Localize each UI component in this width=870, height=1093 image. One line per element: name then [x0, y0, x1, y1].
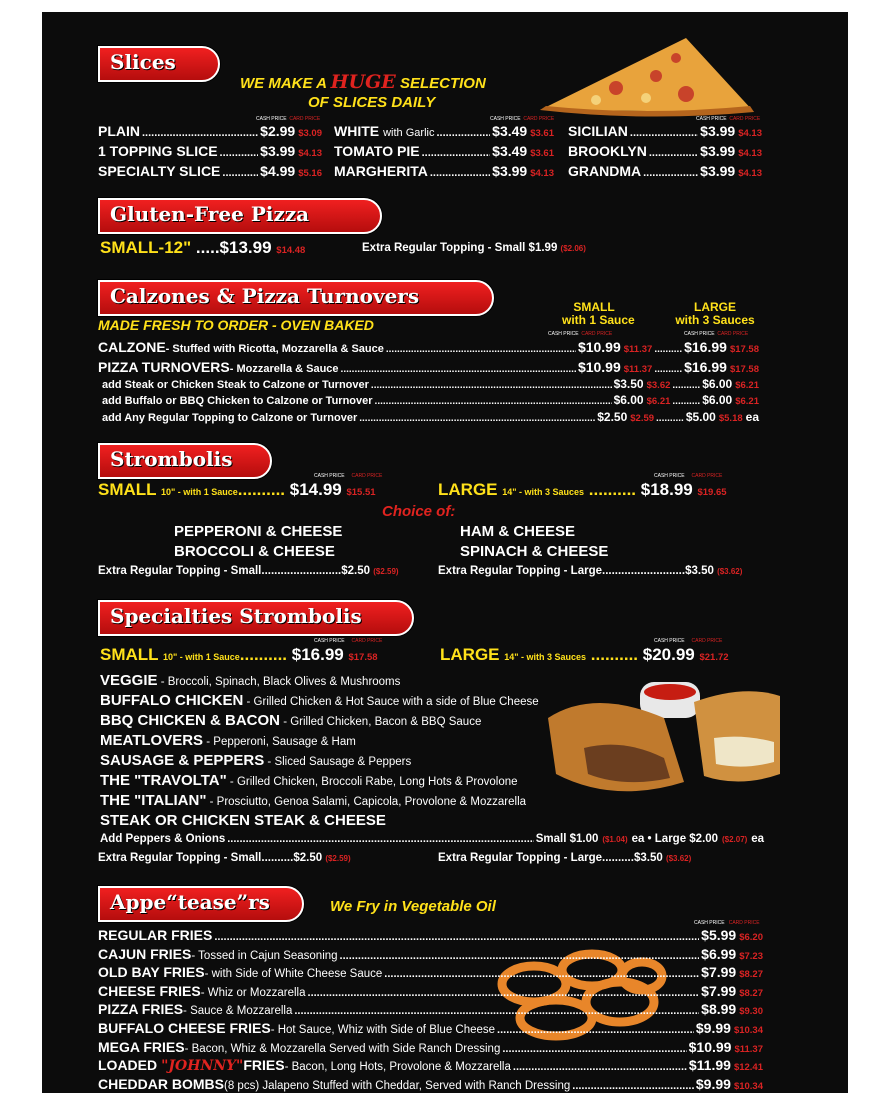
specialty-name: STEAK OR CHICKEN STEAK & CHEESE — [100, 812, 386, 829]
add-label: Add Peppers & Onions — [100, 833, 226, 845]
strombolis-small-price-labels — [314, 473, 382, 479]
cash-label: CASH PRICE — [654, 473, 685, 479]
large-cash: $5.00 — [685, 410, 716, 424]
slice-card-price: $3.09 — [298, 128, 322, 139]
gluten-size-label: SMALL-12" — [100, 238, 192, 257]
gluten-card-price: $14.48 — [276, 245, 306, 256]
large-card: $17.58 — [729, 364, 759, 375]
appetizer-desc: - Tossed in Cajun Seasoning — [191, 949, 338, 962]
calzone-row — [102, 376, 759, 393]
leader-dots — [497, 1022, 694, 1039]
specialty-item — [100, 812, 386, 829]
specialties-extra-small: Extra Regular Topping - Small..........$2.50 ($2.59) — [98, 852, 351, 864]
small-cash: $10.99 — [577, 339, 621, 355]
slice-cash-price: $3.99 — [700, 143, 736, 159]
extra-label: Extra Regular Topping - Small — [98, 852, 262, 864]
large-detail: 14" - with 3 Sauces — [502, 487, 585, 497]
strombolis-extra-large: Extra Regular Topping - Large..........................$3.50 ($3.62) — [438, 565, 743, 577]
appetizer-row — [98, 927, 763, 944]
appetizer-cash: $7.99 — [701, 964, 737, 981]
slices-tagline — [240, 71, 486, 93]
strombolis-header — [98, 443, 272, 479]
leader-dots — [572, 1078, 694, 1093]
leader-dots — [630, 125, 698, 142]
gluten-extra — [362, 240, 586, 257]
price-suffix: ea — [745, 410, 759, 424]
small-cash: $2.50 — [597, 410, 628, 424]
tagline-part: SELECTION — [399, 75, 486, 92]
calzone-row — [98, 339, 759, 356]
card-label: CARD PRICE — [351, 638, 383, 644]
specialties-extra-large: Extra Regular Topping - Large..........$3.50 ($3.62) — [438, 852, 692, 864]
appetizer-row — [98, 1001, 763, 1018]
strombolis-large-price-labels — [654, 473, 722, 479]
specialty-item — [100, 772, 518, 791]
slice-name: SPECIALTY SLICE — [98, 163, 221, 179]
large-label: LARGE — [438, 480, 498, 499]
appetizer-cash: $9.99 — [695, 1020, 731, 1036]
calzone-name: CALZONE — [98, 339, 166, 355]
slice-name: WHITE — [334, 123, 380, 139]
small-cash: $16.99 — [291, 645, 344, 664]
leader-dots — [214, 929, 699, 946]
card-label: CARD PRICE — [691, 473, 723, 479]
large-cash: $18.99 — [640, 480, 693, 499]
slice-name: BROOKLYN — [568, 143, 647, 159]
specialty-desc: - Broccoli, Spinach, Black Olives & Mushrooms — [157, 676, 401, 688]
calzones-tagline: MADE FRESH TO ORDER - OVEN BAKED — [98, 317, 374, 333]
specialty-item — [100, 672, 400, 691]
slice-extra: with Garlic — [383, 127, 435, 139]
leader-dots — [222, 165, 258, 182]
appetizers-header — [98, 886, 304, 922]
slice-price-labels — [490, 116, 554, 122]
card-label: CARD PRICE — [728, 920, 760, 926]
small-sub: with 1 Sauce — [562, 313, 635, 327]
calzone-desc: add Any Regular Topping to Calzone or Turnover — [102, 412, 358, 424]
slice-item — [568, 143, 762, 160]
specialty-name: SAUSAGE & PEPPERS — [100, 752, 265, 769]
extra-card: ($2.59) — [325, 854, 351, 863]
calzone-name: PIZZA TURNOVERS — [98, 359, 230, 375]
extra-card: ($3.62) — [717, 567, 743, 576]
slice-card-price: $5.16 — [298, 168, 322, 179]
appetizer-desc: - Sauce & Mozzarella — [183, 1005, 293, 1018]
slice-cash-price: $3.99 — [700, 123, 736, 139]
appetizer-desc: - Whiz or Mozzarella — [200, 986, 306, 999]
appetizer-card: $9.30 — [739, 1006, 763, 1018]
appetizer-desc: - with Side of White Cheese Sauce — [204, 968, 383, 981]
card-label: CARD PRICE — [691, 638, 723, 644]
calzone-small-heading — [562, 300, 635, 327]
specialty-desc: - Grilled Chicken, Bacon & BBQ Sauce — [280, 716, 482, 728]
specialties-header — [98, 600, 414, 636]
calzones-header — [98, 280, 494, 316]
leader-dots: .......... — [654, 344, 683, 355]
leader-dots — [375, 393, 612, 410]
calzone-desc: add Steak or Chicken Steak to Calzone or Turnover — [102, 379, 369, 391]
leader-dots — [142, 125, 258, 142]
strombolis-small: SMALL 10" - with 1 Sauce.......... $14.99 $15.51 — [98, 480, 376, 499]
small-label: SMALL — [100, 645, 159, 664]
appetizer-card: $12.41 — [733, 1062, 763, 1074]
leader-dots — [643, 165, 698, 182]
slice-name: 1 TOPPING SLICE — [98, 143, 218, 159]
card-label: CARD PRICE — [289, 116, 321, 122]
large-card: $21.72 — [699, 652, 729, 663]
add-peppers-row — [100, 829, 764, 846]
slice-name: MARGHERITA — [334, 163, 428, 179]
card-label: CARD PRICE — [729, 116, 761, 122]
large-cash: $16.99 — [684, 359, 727, 375]
cash-label: CASH PRICE — [314, 473, 345, 479]
small-cash: $14.99 — [289, 480, 342, 499]
appetizer-row — [98, 1057, 763, 1074]
slice-item — [568, 163, 762, 180]
cash-label: CASH PRICE — [490, 116, 521, 122]
specialty-desc: - Prosciutto, Genoa Salami, Capicola, Provolone & Mozzarella — [206, 796, 527, 808]
large-card: $5.18 — [718, 413, 743, 424]
specialty-desc: - Grilled Chicken & Hot Sauce with a side of Blue Cheese — [243, 696, 539, 708]
small-cash: $3.50 — [613, 377, 644, 391]
calzone-large-heading — [672, 301, 758, 327]
slice-card-price: $4.13 — [738, 168, 762, 179]
appetizer-desc: - Bacon, Long Hots, Provolone & Mozzarella — [284, 1061, 511, 1074]
appetizer-row — [98, 964, 763, 981]
gluten-size: SMALL-12" .....$13.99 $14.48 — [100, 238, 306, 257]
tagline-huge: HUGE — [330, 71, 396, 93]
extra-label: Extra Regular Topping - Small — [98, 565, 262, 577]
cash-label: CASH PRICE — [548, 331, 579, 337]
gluten-cash-price: $13.99 — [219, 238, 272, 257]
choice-of-label: Choice of: — [382, 503, 456, 520]
calzone-small-price-labels — [548, 331, 612, 337]
cash-label: CASH PRICE — [684, 331, 715, 337]
gluten-extra-card: ($2.06) — [560, 244, 586, 253]
calzone-row — [102, 392, 759, 409]
specialty-desc: - Grilled Chicken, Broccoli Rabe, Long Hots & Provolone — [226, 776, 518, 788]
specialty-item — [100, 732, 356, 751]
large-cash: $6.00 — [702, 393, 733, 407]
appetizer-card: $11.37 — [734, 1043, 763, 1055]
small-label: SMALL — [573, 300, 615, 314]
appetizer-name: CHEDDAR BOMBS — [98, 1075, 224, 1092]
slice-cash-price: $3.99 — [492, 163, 528, 179]
cash-label: CASH PRICE — [654, 638, 685, 644]
extra-label: Extra Regular Topping - Large — [438, 565, 602, 577]
small-card: $3.62 — [646, 380, 671, 391]
appetizer-card: $10.34 — [733, 1025, 763, 1036]
slice-card-price: $3.61 — [530, 128, 554, 139]
specialty-name: BUFFALO CHICKEN — [100, 692, 244, 709]
specialty-name: VEGGIE — [100, 672, 158, 689]
large-card: $17.58 — [729, 344, 759, 355]
card-label: CARD PRICE — [351, 473, 383, 479]
cash-label: CASH PRICE — [314, 638, 345, 644]
slice-name: GRANDMA — [568, 163, 642, 179]
extra-card: ($2.59) — [373, 567, 399, 576]
cash-label: CASH PRICE — [256, 116, 287, 122]
slice-cash-price: $3.49 — [492, 123, 528, 139]
specialty-name: THE "ITALIAN" — [100, 792, 207, 809]
appetizer-row — [98, 1039, 763, 1056]
leader-dots: .......... — [672, 396, 701, 407]
specialty-name: THE "TRAVOLTA" — [100, 772, 227, 789]
appetizer-name: REGULAR FRIES — [98, 927, 213, 943]
slice-item — [334, 123, 554, 140]
appetizer-name: CAJUN FRIES — [98, 945, 192, 962]
choice-item: SPINACH & CHEESE — [460, 543, 609, 560]
leader-dots — [502, 1041, 686, 1058]
specialty-item — [100, 712, 481, 731]
slice-item — [98, 163, 322, 180]
card-label: CARD PRICE — [581, 331, 613, 337]
slice-cash-price: $3.49 — [492, 143, 528, 159]
appetizers-header-text: Appe“tease”rs — [110, 890, 270, 914]
small-card: $15.51 — [346, 487, 376, 498]
large-label: LARGE — [440, 645, 500, 664]
stromboli-image — [544, 678, 784, 808]
specialties-large: LARGE 14" - with 3 Sauces .......... $20.99 $21.72 — [440, 645, 729, 664]
specialty-name: BBQ CHICKEN & BACON — [100, 712, 280, 729]
extra-cash: $2.50 — [341, 565, 371, 577]
appetizer-card: $7.23 — [739, 950, 763, 962]
leader-dots: .......... — [656, 413, 684, 424]
slice-item — [98, 123, 322, 140]
slice-price-labels — [696, 116, 760, 122]
calzone-large-price-labels — [684, 331, 748, 337]
appetizer-desc: (8 pcs) Jalapeno Stuffed with Cheddar, Served with Ranch Dressing — [224, 1079, 571, 1092]
appetizer-name: MEGA FRIES — [98, 1038, 185, 1055]
add-large-card: ($2.07) — [721, 835, 748, 844]
extra-cash: $2.50 — [293, 852, 323, 864]
slices-header-text: Slices — [110, 50, 176, 74]
small-detail: 10" - with 1 Sauce — [162, 652, 240, 662]
cash-label: CASH PRICE — [696, 116, 727, 122]
appetizer-card: $8.27 — [739, 987, 763, 999]
card-label: CARD PRICE — [717, 331, 749, 337]
large-cash: $16.99 — [684, 339, 727, 355]
strombolis-large: LARGE 14" - with 3 Sauces .......... $18.99 $19.65 — [438, 480, 727, 499]
leader-dots — [436, 125, 490, 142]
appetizer-name: BUFFALO CHEESE FRIES — [98, 1020, 271, 1036]
appetizer-row — [98, 983, 763, 1000]
small-card: $2.59 — [630, 413, 655, 424]
slice-name: SICILIAN — [568, 123, 628, 139]
large-card: $6.21 — [735, 396, 759, 407]
slice-item — [568, 123, 762, 140]
leader-dots — [308, 985, 700, 1002]
slice-card-price: $4.13 — [738, 128, 762, 139]
leader-dots: .......... — [654, 364, 683, 375]
add-small-price: Small $1.00 — [535, 833, 599, 845]
appetizers-tagline: We Fry in Vegetable Oil — [330, 898, 496, 915]
strombolis-header-text: Strombolis — [110, 447, 233, 471]
leader-dots — [294, 1003, 699, 1020]
small-card: $6.21 — [646, 396, 671, 407]
small-cash: $6.00 — [613, 393, 644, 407]
slice-card-price: $4.13 — [738, 148, 762, 159]
appetizer-cash: $11.99 — [688, 1057, 731, 1074]
choice-item: BROCCOLI & CHEESE — [174, 543, 335, 560]
specialty-item — [100, 692, 539, 711]
large-detail: 14" - with 3 Sauces — [504, 652, 587, 662]
large-cash: $20.99 — [642, 645, 695, 664]
gluten-free-header — [98, 198, 382, 234]
leader-dots — [422, 145, 491, 162]
leader-dots — [513, 1059, 687, 1076]
large-card: $6.21 — [735, 380, 759, 391]
calzone-row — [98, 359, 759, 376]
calzone-desc: - Mozzarella & Sauce — [229, 363, 339, 375]
specialty-desc: - Pepperoni, Sausage & Ham — [203, 736, 356, 748]
specialty-desc: - Sliced Sausage & Peppers — [264, 756, 412, 768]
tagline-part: WE MAKE A — [240, 75, 327, 92]
slice-cash-price: $2.99 — [260, 123, 296, 139]
extra-label: Extra Regular Topping - Large — [438, 852, 602, 864]
specialties-small-price-labels — [314, 638, 382, 644]
slice-cash-price: $3.99 — [260, 143, 296, 159]
specialties-small: SMALL 10" - with 1 Sauce.......... $16.99 $17.58 — [100, 645, 378, 664]
slice-cash-price: $4.99 — [260, 163, 296, 179]
slice-item — [98, 143, 322, 160]
slices-tagline-2: OF SLICES DAILY — [308, 94, 436, 111]
extra-cash: $3.50 — [633, 852, 663, 864]
small-label: SMALL — [98, 480, 157, 499]
slice-price-labels — [256, 116, 320, 122]
choice-item: HAM & CHEESE — [460, 523, 576, 540]
add-small-card: ($1.04) — [602, 835, 628, 844]
leader-dots — [649, 145, 698, 162]
card-label: CARD PRICE — [523, 116, 555, 122]
appetizer-cash: $5.99 — [701, 927, 737, 943]
large-cash: $6.00 — [702, 377, 733, 391]
small-card: $11.37 — [623, 364, 653, 375]
appetizer-name: PIZZA FRIES — [98, 1001, 184, 1018]
leader-dots — [430, 165, 490, 182]
leader-dots — [384, 966, 699, 983]
small-detail: 10" - with 1 Sauce — [160, 487, 238, 497]
large-sub: with 3 Sauces — [675, 313, 755, 327]
pizza-slice-image — [536, 36, 766, 118]
specialties-header-text: Specialties Strombolis — [110, 604, 362, 628]
extra-card: ($3.62) — [665, 854, 692, 863]
slice-card-price: $3.61 — [530, 148, 554, 159]
slice-cash-price: $3.99 — [700, 163, 736, 179]
slice-name: PLAIN — [98, 123, 140, 139]
calzone-desc: add Buffalo or BBQ Chicken to Calzone or Turnover — [102, 395, 373, 407]
appetizer-row — [98, 1020, 763, 1037]
appetizer-row — [98, 946, 763, 963]
appetizer-cash: $7.99 — [701, 982, 737, 999]
appetizer-cash: $9.99 — [695, 1075, 731, 1092]
choice-item: PEPPERONI & CHEESE — [174, 523, 343, 540]
appetizer-card: $6.20 — [739, 932, 763, 943]
leader-dots — [386, 341, 576, 358]
appetizer-row — [98, 1076, 763, 1093]
specialties-large-price-labels — [654, 638, 722, 644]
calzone-row — [102, 409, 759, 426]
appetizer-cash: $6.99 — [701, 945, 737, 962]
cash-label: CASH PRICE — [694, 920, 725, 926]
appetizer-johnny: "JOHNNY" — [161, 1058, 244, 1075]
slice-card-price: $4.13 — [298, 148, 322, 159]
leader-dots — [359, 410, 595, 427]
gluten-free-header-text: Gluten-Free Pizza — [110, 202, 310, 226]
appetizers-price-labels — [694, 920, 760, 926]
large-card: $19.65 — [697, 487, 727, 498]
strombolis-extra-small: Extra Regular Topping - Small.........................$2.50 ($2.59) — [98, 565, 399, 577]
leader-dots: .......... — [672, 380, 701, 391]
slice-card-price: $4.13 — [530, 168, 554, 179]
specialty-name: MEATLOVERS — [100, 732, 204, 749]
appetizer-name: OLD BAY FRIES — [98, 964, 205, 981]
appetizer-card: $10.34 — [733, 1080, 763, 1092]
small-card: $11.37 — [623, 344, 653, 355]
add-large-price: ea • Large $2.00 — [631, 833, 719, 845]
slice-name: TOMATO PIE — [334, 143, 420, 159]
appetizer-name-2: FRIES — [243, 1057, 285, 1074]
slice-item — [334, 163, 554, 180]
appetizer-desc: - Hot Sauce, Whiz with Side of Blue Cheese — [270, 1024, 496, 1036]
add-suffix: ea — [751, 833, 764, 845]
large-label: LARGE — [694, 300, 736, 314]
calzones-header-text: Calzones & Pizza Turnovers — [110, 284, 420, 308]
menu-board — [42, 12, 848, 1093]
appetizer-desc: - Bacon, Whiz & Mozzarella Served with Side Ranch Dressing — [184, 1042, 501, 1055]
appetizer-cash: $8.99 — [701, 1001, 737, 1018]
appetizer-card: $8.27 — [739, 969, 763, 981]
appetizer-cash: $10.99 — [688, 1038, 732, 1055]
slice-item — [334, 143, 554, 160]
specialty-item — [100, 792, 526, 811]
slices-header — [98, 46, 220, 82]
leader-dots — [220, 145, 259, 162]
gluten-extra-text: Extra Regular Topping - Small $1.99 — [362, 242, 558, 254]
calzone-desc: - Stuffed with Ricotta, Mozzarella & Sauce — [165, 343, 384, 355]
leader-dots — [340, 948, 700, 965]
extra-cash: $3.50 — [685, 565, 714, 577]
specialty-item — [100, 752, 411, 771]
appetizer-name: LOADED — [98, 1057, 158, 1074]
small-cash: $10.99 — [577, 359, 621, 375]
appetizer-name: CHEESE FRIES — [98, 982, 201, 999]
small-card: $17.58 — [348, 652, 378, 663]
